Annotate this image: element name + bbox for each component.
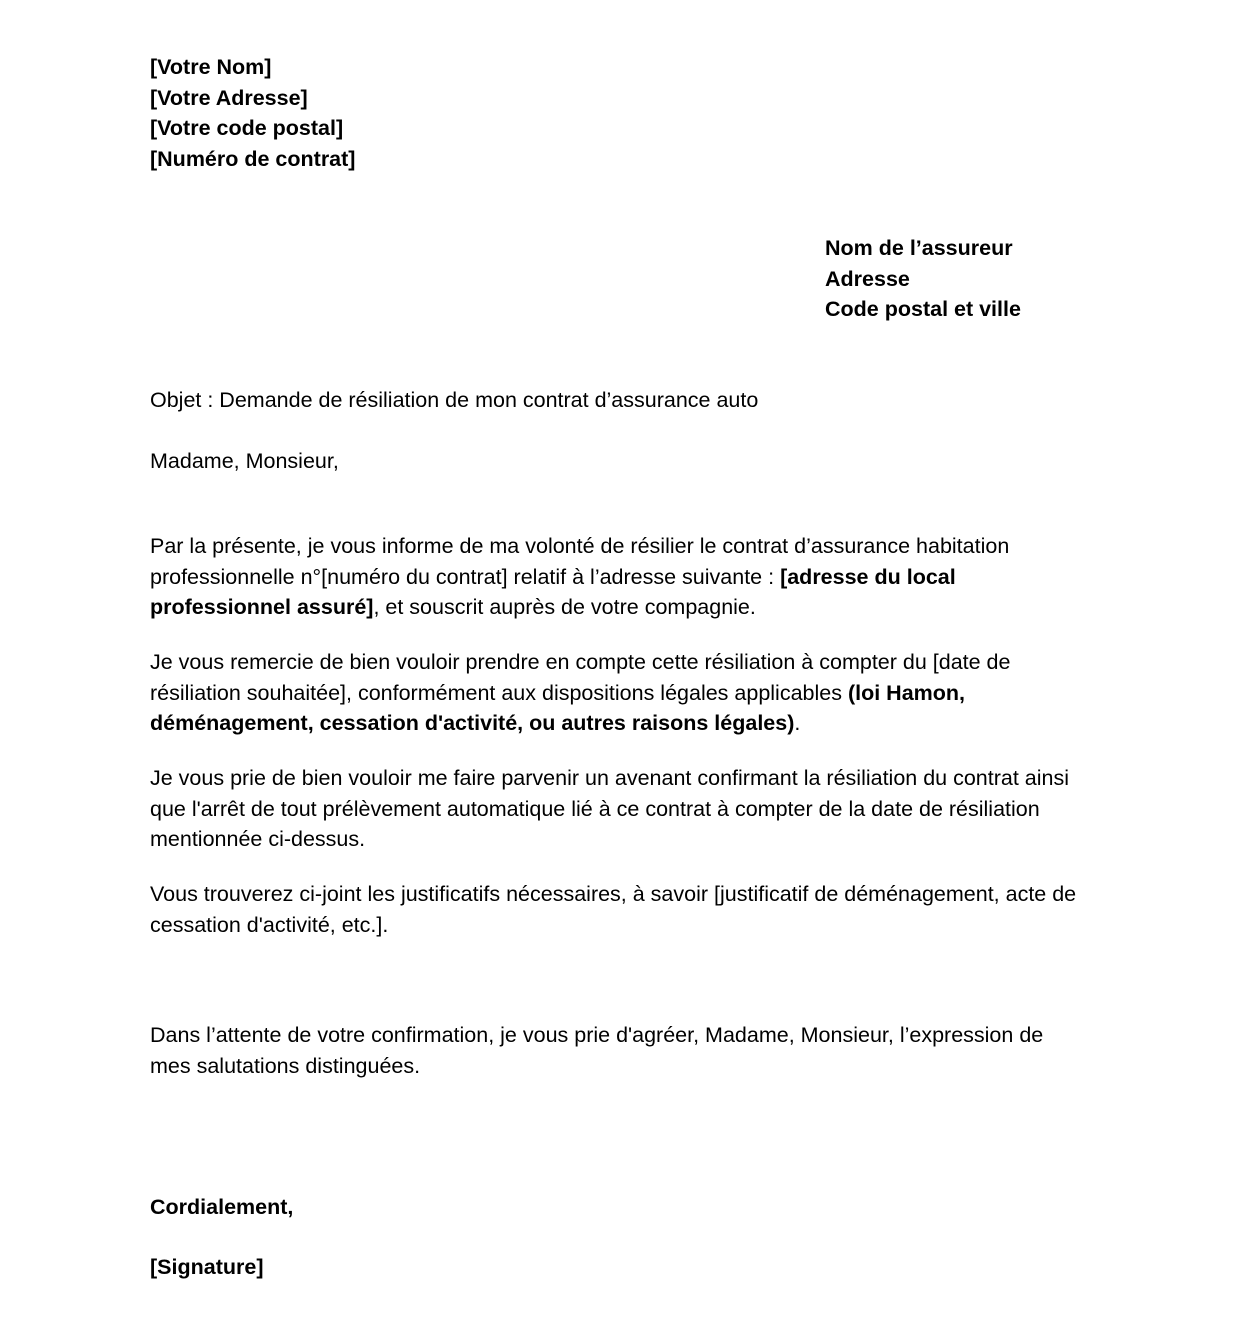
para1-bold: [adresse du local professionnel assuré] [150,564,956,619]
sender-postal-code: [Votre code postal] [150,116,344,140]
para2-bold: (loi Hamon, déménagement, cessation d'activité, ou autres raisons légales) [150,680,966,735]
para1-text-b: , et souscrit auprès de votre compagnie. [373,595,756,619]
para2-text-b: . [794,711,801,735]
sender-name: [Votre Nom] [150,55,272,79]
signature-placeholder: [Signature] [150,1255,264,1279]
recipient-block [825,233,1185,325]
recipient-address: Adresse [825,266,910,291]
sender-block [150,52,1080,174]
sender-contract-number: [Numéro de contrat] [150,146,356,171]
sender-address: [Votre Adresse] [150,85,308,110]
body-paragraph-1 [150,531,1080,623]
body-paragraph-3: Je vous prie de bien vouloir me faire parvenir un avenant confirmant la résiliation du contrat ainsi que l'arrêt de tout prélèvement automatique lié à ce contrat à compter de la date de résiliation mentionnée ci-dessus. [150,766,1070,851]
recipient-name: Nom de l’assureur [825,236,1013,260]
recipient-city: Code postal et ville [825,297,1021,321]
closing-word: Cordialement, [150,1195,294,1219]
letter-salutation: Madame, Monsieur, [150,449,339,473]
closing-paragraph: Dans l’attente de votre confirmation, je vous prie d'agréer, Madame, Monsieur, l’expression de mes salutations distinguées. [150,1023,1044,1078]
body-paragraph-4: Vous trouverez ci-joint les justificatifs nécessaires, à savoir [justificatif de déménagement, acte de cessation d'activité, etc.]. [150,882,1077,937]
para1-text-a: Par la présente, je vous informe de ma volonté de résilier le contrat d’assurance habitation professionnelle n°[numéro du contrat] relatif à l’adresse suivante : [150,534,1010,589]
letter-subject: Objet : Demande de résiliation de mon contrat d’assurance auto [150,388,759,412]
body-paragraph-2 [150,647,1080,739]
para2-text-a: Je vous remercie de bien vouloir prendre en compte cette résiliation à compter du [date de résiliation souhaitée], conformément aux dispositions légales applicables [150,650,1011,705]
